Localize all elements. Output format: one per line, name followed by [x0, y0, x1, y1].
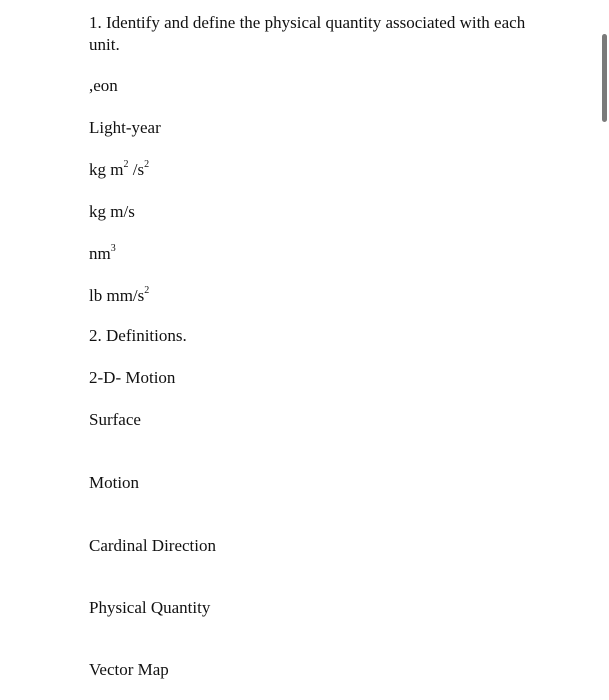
- unit-exponent: 3: [110, 243, 116, 255]
- unit-item-kg-m2-s2: [89, 159, 149, 181]
- unit-text-tail: /s: [128, 160, 145, 179]
- question-1-prompt: 1. Identify and define the physical quantity associated with each unit.: [89, 13, 526, 54]
- definition-item: Physical Quantity: [89, 598, 211, 617]
- unit-text: lb mm/s: [89, 286, 145, 305]
- unit-text: kg m: [89, 160, 124, 179]
- definition-item: 2-D- Motion: [89, 368, 176, 387]
- unit-item-light-year: [89, 117, 161, 139]
- unit-exponent: 2: [123, 159, 129, 171]
- unit-text: kg m/s: [89, 202, 135, 221]
- definition-item: Surface: [89, 410, 141, 429]
- definition-item: Cardinal Direction: [89, 536, 216, 555]
- unit-item-lb-mm-s2: [89, 285, 149, 307]
- definition-item: Motion: [89, 473, 140, 492]
- unit-exponent: 2: [144, 159, 150, 171]
- question-2-prompt: 2. Definitions.: [89, 326, 187, 345]
- unit-item-eon: [89, 75, 118, 97]
- unit-text: ,eon: [89, 76, 118, 95]
- unit-text: nm: [89, 244, 111, 263]
- scrollbar[interactable]: [600, 0, 609, 700]
- definition-item: Vector Map: [89, 660, 169, 679]
- unit-exponent: 2: [144, 285, 150, 297]
- unit-text: Light-year: [89, 118, 161, 137]
- unit-item-nm3: [89, 243, 116, 265]
- scrollbar-thumb[interactable]: [602, 34, 607, 122]
- unit-item-kg-m-s: [89, 201, 135, 223]
